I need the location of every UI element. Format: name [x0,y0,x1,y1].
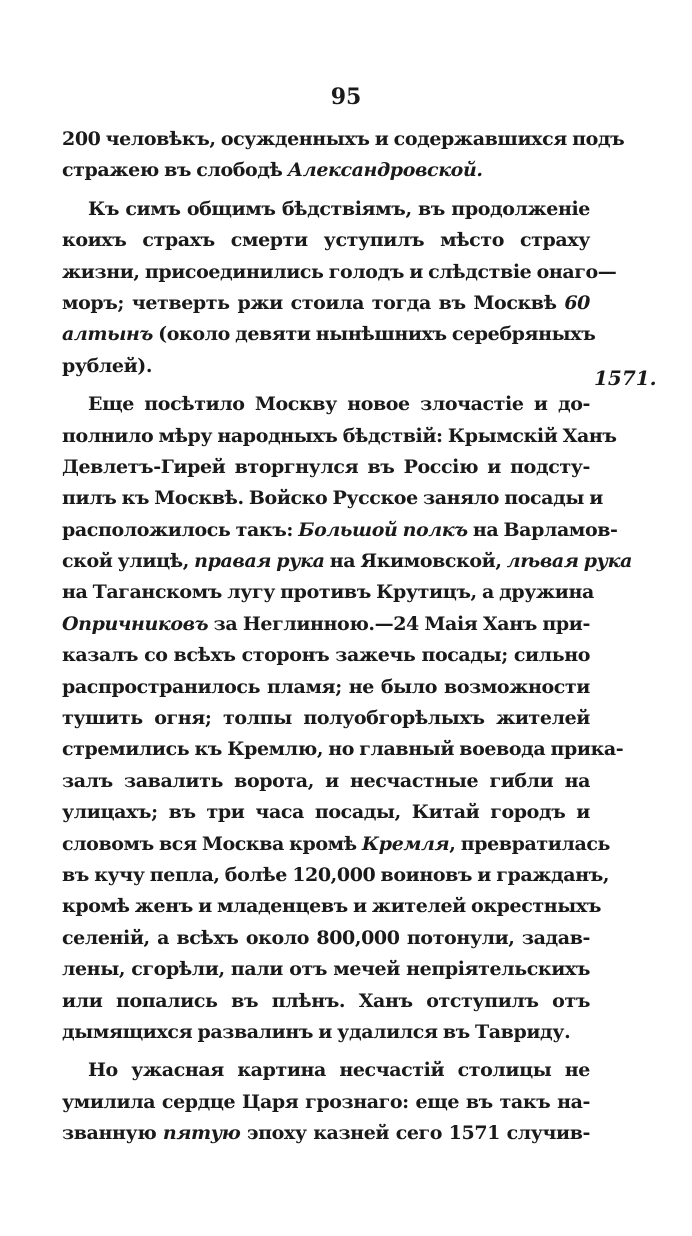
text-line [62,225,590,256]
text-line [62,766,590,797]
italic-text: лѣвая рука [506,550,632,573]
text-line [62,319,596,350]
text-run: стремились къ Кремлю, но главный воевода прика- [62,738,624,761]
text-run: распространилось пламя; не было возможности [62,675,590,698]
text-line [62,703,590,734]
text-run: дымящихся развалинъ и удалился въ Тавриду. [62,1020,571,1043]
text-line [62,288,590,319]
text-line [62,483,603,514]
text-run: Еще посѣтило Москву новое злочастіе и до- [88,393,590,416]
margin-year-note: 1571. [594,366,657,390]
paragraph-gap [62,1048,590,1055]
text-line [62,194,590,225]
text-run: словомъ вся Москва кромѣ [62,832,362,855]
text-line [62,609,590,640]
text-run: Девлетъ-Гирей вторгнулся въ Россію и подсту- [62,455,590,478]
text-run: на Варламов- [467,518,618,541]
text-run: тушить огня; толпы полуобгорѣлыхъ жителей [62,707,590,730]
text-run: на Таганскомъ лугу противъ Крутицъ, а дружина [62,581,594,604]
text-run: казалъ со всѣхъ сторонъ зажечь посады; сильно [62,644,590,667]
text-run: ской улицѣ, [62,550,195,573]
text-line [62,452,590,483]
italic-text: правая рука [194,550,325,573]
text-line [62,155,590,186]
page-number: 95 [330,84,362,110]
text-run: рублей). [62,354,153,377]
text-line [62,734,624,765]
text-line [62,1017,590,1048]
text-run: или попались въ плѣнъ. Ханъ отступилъ отъ [62,989,590,1012]
text-line [62,515,618,546]
text-line [62,351,590,382]
text-run: лены, сгорѣли, пали отъ мечей непріятельскихъ [62,958,590,981]
text-run: улицахъ; въ три часа посады, Китай городъ и [62,801,590,824]
text-line [62,829,611,860]
text-run: моръ; четверть ржи стоила тогда въ Москвѣ [62,291,565,314]
text-run: 200 человѣкъ, осужденныхъ и содержавшихся подъ [62,128,625,150]
text-run: пилъ къ Москвѣ. Войско Русское заняло посады и [62,487,603,510]
text-line [62,257,617,288]
italic-text: 60 [564,291,590,314]
text-run: расположилось такъ: [62,518,299,541]
text-run: на Якимовской, [324,550,507,573]
text-line [62,1118,590,1149]
italic-text: алтынъ [62,323,153,346]
text-run: коихъ страхъ смерти уступилъ мѣсто страху [62,229,590,252]
page-text [62,124,632,1150]
paragraph-gap [62,187,590,194]
text-line [62,546,632,577]
text-run: за Неглинною.—24 Маія Ханъ при- [208,612,590,635]
italic-text: Большой полкъ [298,518,468,541]
text-line [62,389,590,420]
text-line [62,954,590,985]
italic-text: Кремля [361,832,450,855]
text-run: званную [62,1122,163,1145]
text-run: , превратилась [449,832,611,855]
text-run: (около девяти нынѣшнихъ серебряныхъ [152,323,596,346]
text-run: стражею въ слободѣ [62,159,288,182]
italic-text: Опричниковъ [62,612,209,635]
text-run: селеній, а всѣхъ около 800,000 потонули, задав- [62,926,590,949]
text-run: въ кучу пепла, болѣе 120,000 воиновъ и гражданъ, [62,863,610,886]
text-run: жизни, присоединились голодъ и слѣдствіе онаго— [62,260,617,283]
text-run: эпоху казней сего 1571 случив- [240,1122,590,1145]
text-line [62,1087,590,1118]
text-run: кромѣ женъ и младенцевъ и жителей окрестныхъ [62,895,602,918]
text-run: залъ завалить ворота, и несчастные гибли на [62,769,590,792]
text-line [62,577,594,608]
text-line [62,124,625,155]
text-run: Къ симъ общимъ бѣдствіямъ, въ продолженіе [88,197,590,220]
text-line [62,797,590,828]
text-line [62,923,590,954]
text-line [62,672,590,703]
text-run: умилила сердце Царя грознаго: еще въ такъ на- [62,1090,590,1113]
paragraph-gap [62,382,590,389]
italic-text: пятую [162,1122,241,1145]
text-line [62,986,590,1017]
text-line [62,891,602,922]
text-line [62,1055,590,1086]
text-line [62,860,610,891]
text-line [62,640,590,671]
text-run: полнило мѣру народныхъ бѣдствій: Крымскій Ханъ [62,424,617,447]
text-run: Но ужасная картина несчастій столицы не [88,1059,590,1082]
italic-text: Александровской. [287,159,483,182]
text-line [62,421,617,452]
